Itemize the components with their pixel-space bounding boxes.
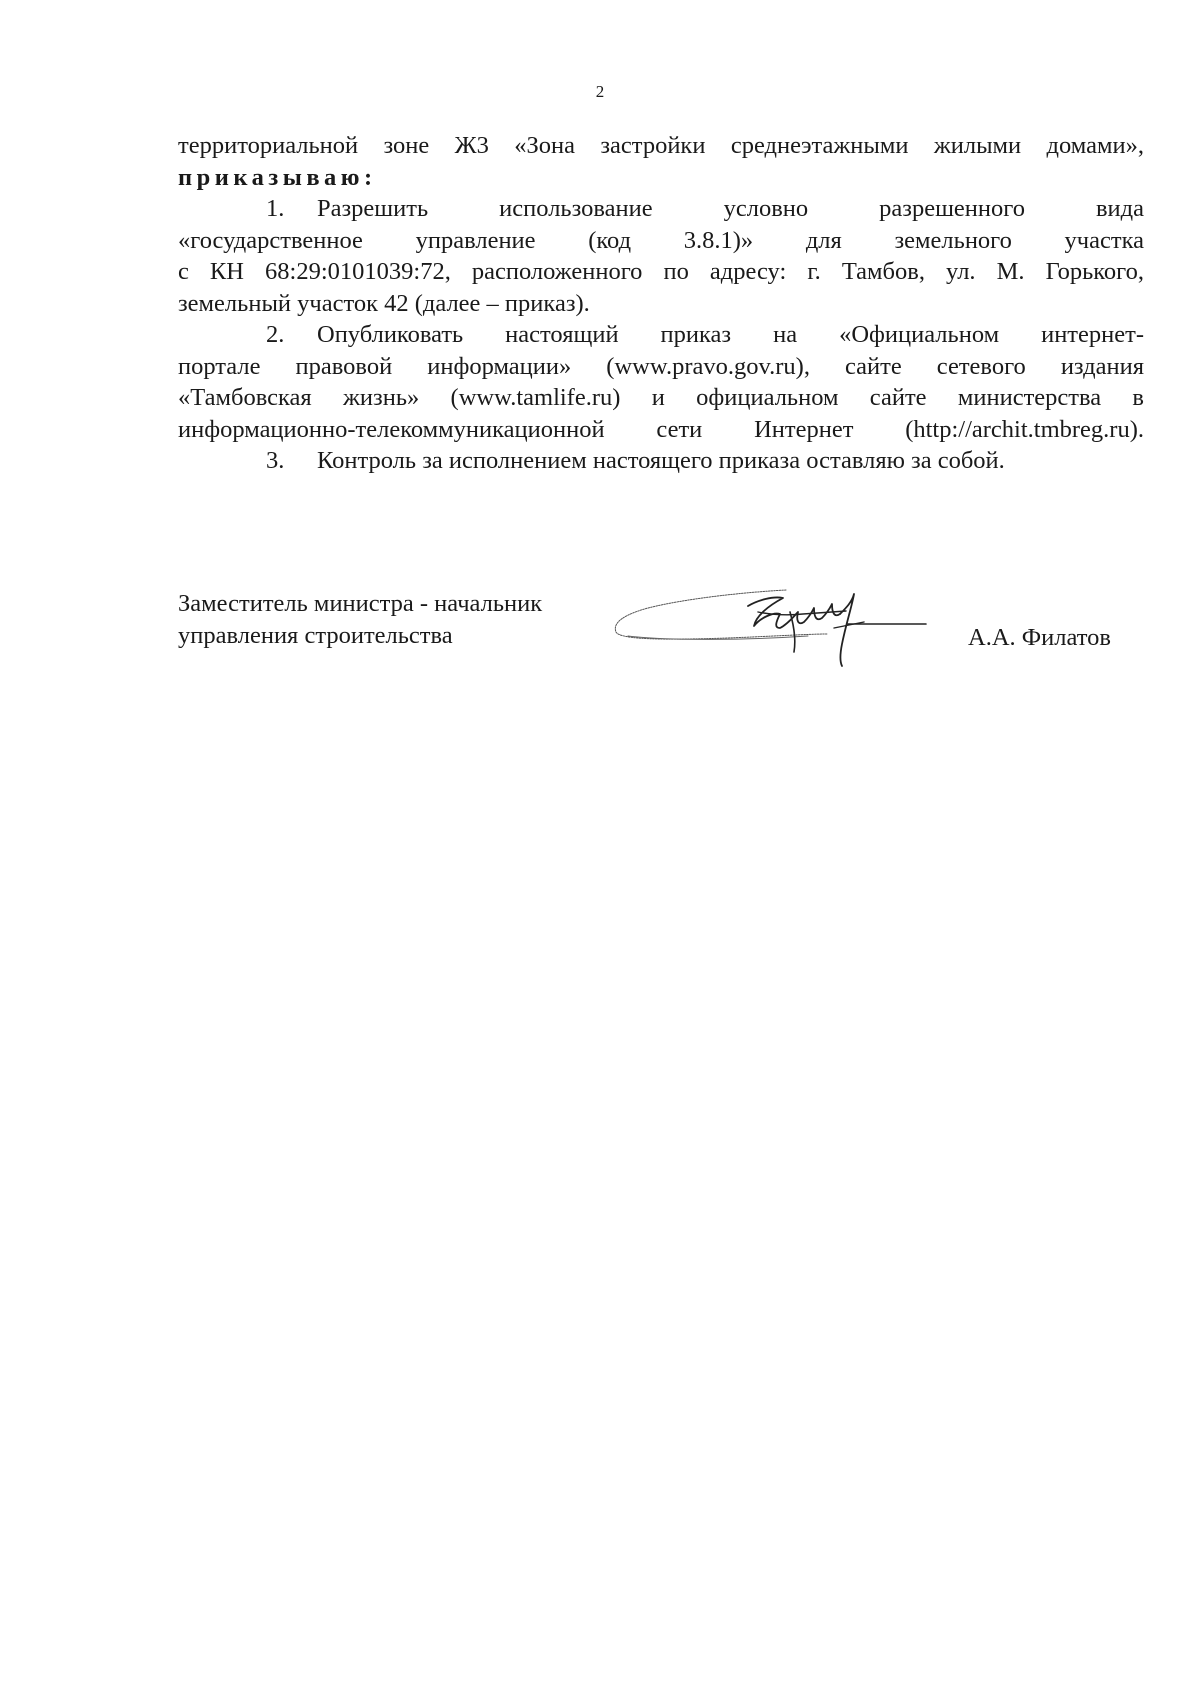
signer-position-line-1: Заместитель министра - начальник [178, 590, 543, 617]
item-2-line-4: информационно-телекоммуникационной сети Интернет (http://archit.tmbreg.ru). [178, 415, 1144, 443]
page-number: 2 [595, 82, 605, 101]
order-word [178, 162, 1144, 194]
signer-name: А.А. Филатов [968, 624, 1111, 651]
intro-line-1: территориальной зоне Ж3 «Зона застройки среднеэтажными жилыми домами», [178, 132, 1144, 159]
handwritten-signature-icon [608, 578, 968, 678]
item-2-line-1-text: Опубликовать настоящий приказ на «Официальном интернет- [317, 321, 1144, 348]
order-word-text: приказываю: [178, 163, 377, 191]
item-1-line-1 [178, 193, 1144, 225]
item-3-number: 3. [266, 447, 285, 474]
item-3-line-1-text: Контроль за исполнением настоящего приказа оставляю за собой. [317, 447, 1005, 474]
document-body [178, 130, 1144, 477]
signer-position [178, 588, 542, 651]
item-2-number: 2. [266, 321, 285, 348]
item-1-line-3: с КН 68:29:0101039:72, расположенного по адресу: г. Тамбов, ул. М. Горького, [178, 258, 1144, 285]
item-1-line-1-text: Разрешить использование условно разрешенного вида [317, 195, 1144, 222]
signature-block [178, 588, 1144, 698]
item-1-number: 1. [266, 195, 285, 222]
item-3-line-1 [178, 445, 1144, 477]
signer-position-line-2: управления строительства [178, 621, 453, 649]
item-2-line-3: «Тамбовская жизнь» (www.tamlife.ru) и официальном сайте министерства в [178, 384, 1144, 411]
item-1-line-4: земельный участок 42 (далее – приказ). [178, 289, 590, 317]
item-2-line-2: портале правовой информации» (www.pravo.gov.ru), сайте сетевого издания [178, 352, 1144, 380]
item-1-line-2: «государственное управление (код 3.8.1)» для земельного участка [178, 226, 1144, 254]
item-2-line-1 [178, 319, 1144, 351]
